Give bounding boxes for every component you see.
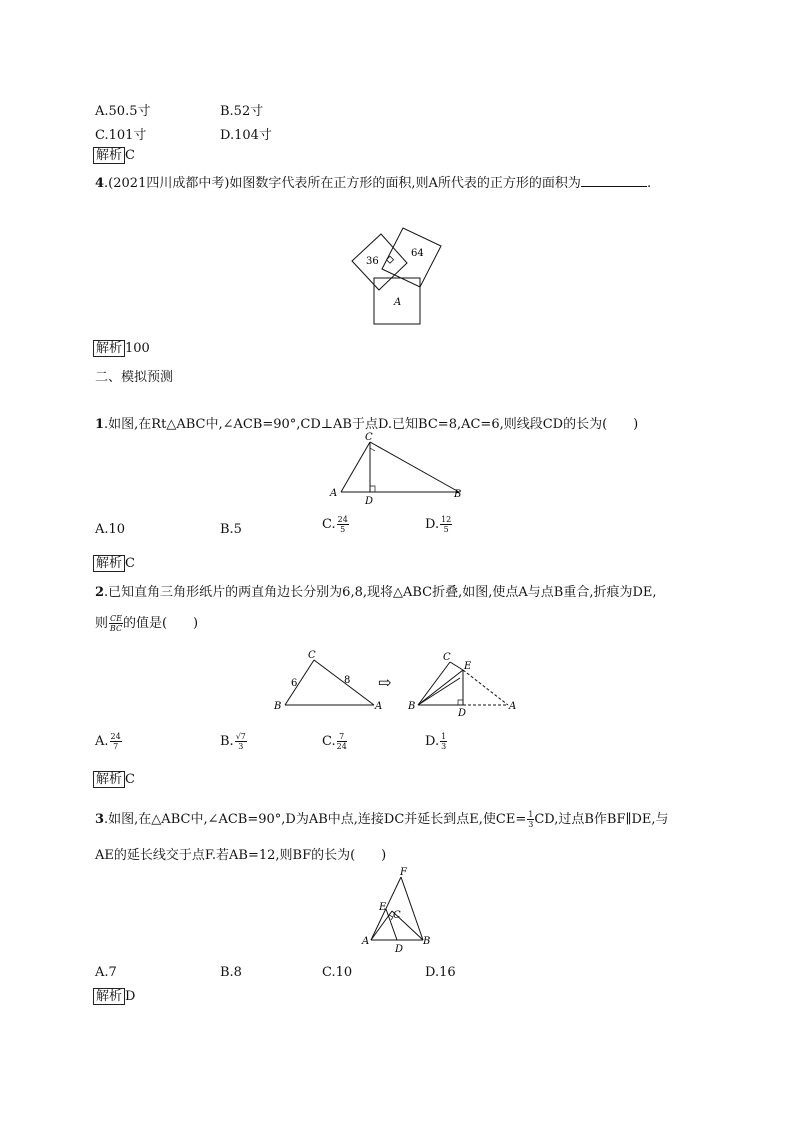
- square-36: [352, 234, 407, 290]
- s2-option-a: A. $\frac{24}{7}$: [95, 732, 121, 751]
- answer-label: 解析: [93, 771, 125, 788]
- s1-option-d: D. $\frac{12}{5}$: [425, 515, 452, 534]
- vertex-d: D: [395, 944, 404, 955]
- s3-option-c: C.10: [322, 965, 353, 980]
- answer-value: C: [125, 148, 135, 163]
- s2-question-text: 2.已知直角三角形纸片的两直角边长分别为6,8,现将△ABC折叠,如图,使点A与点B重合,折痕为DE,: [95, 585, 657, 600]
- answer-value: 100: [125, 341, 150, 356]
- vertex-a2: A: [509, 701, 517, 712]
- answer-value: D: [125, 989, 136, 1004]
- side-6: 6: [291, 678, 298, 689]
- answer-label: 解析: [93, 147, 125, 164]
- s2-question-line2: 则 $\frac{CE}{BC}$ 的值是( ): [95, 614, 199, 633]
- vertex-c: C: [308, 650, 316, 661]
- option-d: D.104寸: [220, 128, 272, 143]
- triangle-figure-3: [355, 865, 445, 960]
- s3-option-d: D.16: [425, 965, 456, 980]
- vertex-c: C: [365, 432, 373, 443]
- squares-figure: [340, 225, 450, 330]
- section-title: 二、模拟预测: [95, 370, 174, 385]
- answer-blank: [581, 174, 647, 187]
- answer-row-s1: [93, 556, 135, 571]
- label-a: A: [394, 297, 402, 308]
- vertex-c: C: [393, 910, 401, 921]
- label-36: 36: [366, 256, 379, 267]
- option-c: C.101寸: [95, 128, 147, 143]
- s1-option-a: A.10: [95, 522, 126, 537]
- vertex-e: E: [379, 902, 387, 913]
- s2-option-c: C. $\frac{7}{24}$: [322, 732, 347, 751]
- vertex-b2: B: [408, 701, 416, 712]
- s2-option-b: B. $\frac{√7}{3}$: [220, 732, 246, 751]
- answer-row-s2: [93, 772, 135, 787]
- vertex-d: D: [458, 708, 467, 719]
- vertex-a: A: [330, 488, 338, 499]
- vertex-c2: C: [443, 652, 451, 663]
- answer-label: 解析: [93, 340, 125, 357]
- vertex-a: A: [375, 701, 383, 712]
- s1-option-c: C. $\frac{24}{5}$: [322, 515, 348, 534]
- vertex-b: B: [454, 489, 462, 500]
- answer-label: 解析: [93, 988, 125, 1005]
- arrow-icon: ⇨: [378, 673, 392, 692]
- answer-value: C: [125, 556, 135, 571]
- vertex-b: B: [274, 701, 282, 712]
- s3-option-a: A.7: [95, 965, 117, 980]
- s3-option-b: B.8: [220, 965, 242, 980]
- side-8: 8: [344, 675, 351, 686]
- vertex-e: E: [464, 661, 472, 672]
- s3-question-text: 3.如图,在△ABC中,∠ACB=90°,D为AB中点,连接DC并延长到点E,使CE= $\frac{1}{3}$ CD,过点B作BF∥DE,与: [95, 810, 669, 829]
- s1-option-b: B.5: [220, 522, 242, 537]
- label-64: 64: [411, 248, 424, 259]
- answer-value: C: [125, 772, 135, 787]
- question-4-text: 4.(2021四川成都中考)如图数字代表所在正方形的面积,则A所代表的正方形的面积为 .: [95, 176, 652, 191]
- vertex-a: A: [362, 936, 370, 947]
- folding-figure: [270, 650, 530, 720]
- option-a: A.50.5寸: [95, 104, 151, 119]
- answer-row-s3: [93, 989, 135, 1004]
- s3-question-line2: AE的延长线交于点F.若AB=12,则BF的长为( ): [95, 848, 387, 863]
- s2-option-d: D. $\frac{1}{3}$: [425, 732, 447, 751]
- answer-label: 解析: [93, 555, 125, 572]
- vertex-f: F: [400, 867, 407, 878]
- answer-row-q4: [93, 341, 150, 356]
- answer-row: [93, 148, 135, 163]
- s1-question-text: 1.如图,在Rt△ABC中,∠ACB=90°,CD⊥AB于点D.已知BC=8,AC=6,则线段CD的长为( ): [95, 417, 639, 432]
- vertex-b: B: [423, 936, 431, 947]
- option-b: B.52寸: [220, 104, 264, 119]
- vertex-d: D: [365, 496, 374, 507]
- triangle-figure-1: [325, 428, 475, 508]
